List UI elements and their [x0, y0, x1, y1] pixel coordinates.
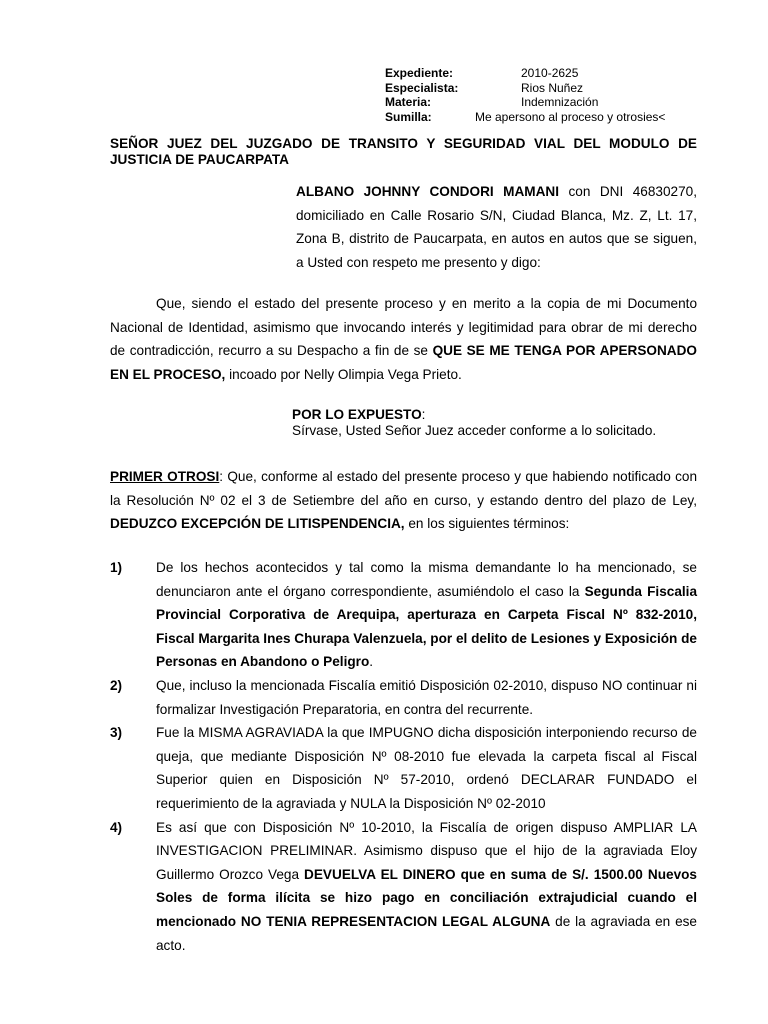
por-lo-expuesto-block [292, 407, 656, 439]
apersono-paragraph [110, 292, 697, 386]
list-item-bold: Segunda Fiscalia Provincial Corporativa de Arequipa, aperturaza en Carpeta Fiscal Nº 832-2010, Fiscal Margarita Ines Churapa Valenzuela, por el delito de Lesiones y Exposición de Personas en Abandono o Peligro [156, 583, 698, 670]
intro-text: con DNI 46830270, domiciliado en Calle Rosario S/N, Ciudad Blanca, Mz. Z, Lt. 17, Zona B, distrito de Paucarpata, en autos en autos que se siguen, a Usted con respeto me presento y digo: [296, 184, 697, 270]
list-item [110, 721, 697, 815]
list-item-text: De los hechos acontecidos y tal como la misma demandante lo ha mencionado, se denunciaron ante el órgano correspondiente, asumiéndolo el caso la [156, 560, 697, 599]
list-item-number: 4) [110, 819, 123, 835]
primer-otrosi-paragraph [110, 465, 697, 536]
expediente-label: Expediente: [385, 66, 454, 80]
list-item [110, 674, 697, 721]
list-item [110, 816, 697, 958]
primer-otrosi-text-1: : Que, conforme al estado del presente proceso y que habiendo notificado con la Resolución Nº 02 el 3 de Setiembre del año en curso, y estando dentro del plazo de Ley, [110, 469, 697, 508]
list-item-number: 1) [110, 560, 123, 575]
case-header [385, 66, 666, 124]
materia-value: Indemnización [521, 95, 599, 109]
addressee-heading: SEÑOR JUEZ DEL JUZGADO DE TRANSITO Y SEGURIDAD VIAL DEL MODULO DE JUSTICIA DE PAUCARPATA [110, 136, 697, 167]
especialista-label: Especialista: [385, 80, 459, 95]
list-item-text-end: . [369, 654, 374, 670]
list-item-text: Es así que con Disposición Nº 10-2010, la Fiscalía de origen dispuso AMPLIAR LA INVESTIGACION PRELIMINAR. Asimismo dispuso que el hijo de la agraviada Eloy Guillermo Orozco Vega [156, 819, 697, 882]
petitioner-name: ALBANO JOHNNY CONDORI MAMANI [296, 184, 560, 199]
header-row-sumilla [385, 109, 666, 125]
list-item [110, 556, 697, 674]
sumilla-value: Me apersono al proceso y otrosies< [475, 109, 666, 124]
materia-label: Materia: [385, 95, 432, 109]
primer-otrosi-bold: DEDUZCO EXCEPCIÓN DE LITISPENDENCIA, [110, 516, 405, 532]
por-lo-expuesto-heading: POR LO EXPUESTO [292, 407, 422, 422]
header-row-especialista [385, 80, 584, 96]
por-lo-expuesto-heading-line [292, 407, 656, 423]
header-row-expediente [385, 66, 579, 81]
intro-paragraph [296, 180, 697, 274]
list-item-text: Que, incluso la mencionada Fiscalía emitió Disposición 02-2010, dispuso NO continuar ni formalizar Investigación Preparatoria, en contra del recurrente. [156, 677, 697, 717]
expediente-value: 2010-2625 [521, 66, 579, 80]
por-lo-expuesto-text: Sírvase, Usted Señor Juez acceder conforme a lo solicitado. [292, 423, 657, 438]
list-item-text: Fue la MISMA AGRAVIADA la que IMPUGNO dicha disposición interponiendo recurso de queja, que mediante Disposición Nº 08-2010 fue elevada la carpeta fiscal al Fiscal Superior quien en Disposición Nº 57-2010, ordenó DECLARAR FUNDADO el requerimiento de la agraviada y NULA la Disposición Nº 02-2010 [156, 725, 697, 811]
list-item-bold: DEVUELVA EL DINERO que en suma de S/. 1500.00 Nuevos Soles de forma ilícita se hizo pago en conciliación extrajudicial cuando el mencionado NO TENIA REPRESENTACION LEGAL ALGUNA [156, 866, 697, 929]
apersono-text-1: Que, siendo el estado del presente proceso y en merito a la copia de mi Documento Nacional de Identidad, asimismo que invocando interés y legitimidad para obrar de mi derecho de contradicción, recurro a su Despacho a fin de se [110, 296, 697, 359]
apersono-bold: QUE SE ME TENGA POR APERSONADO EN EL PROCESO, [110, 343, 697, 382]
especialista-value: Rios Nuñez [521, 80, 584, 95]
primer-otrosi-label: PRIMER OTROSI [110, 469, 220, 484]
apersono-text-2: incoado por Nelly Olimpia Vega Prieto. [225, 366, 462, 382]
header-row-materia [385, 95, 599, 110]
numbered-list [110, 556, 697, 957]
list-item-number: 2) [110, 677, 123, 693]
sumilla-label: Sumilla: [385, 109, 432, 124]
list-item-text-end: de la agraviada en ese acto. [156, 913, 697, 953]
list-item-number: 3) [110, 725, 123, 741]
por-lo-expuesto-colon: : [421, 407, 426, 422]
primer-otrosi-text-2: en los siguientes términos: [404, 516, 570, 532]
